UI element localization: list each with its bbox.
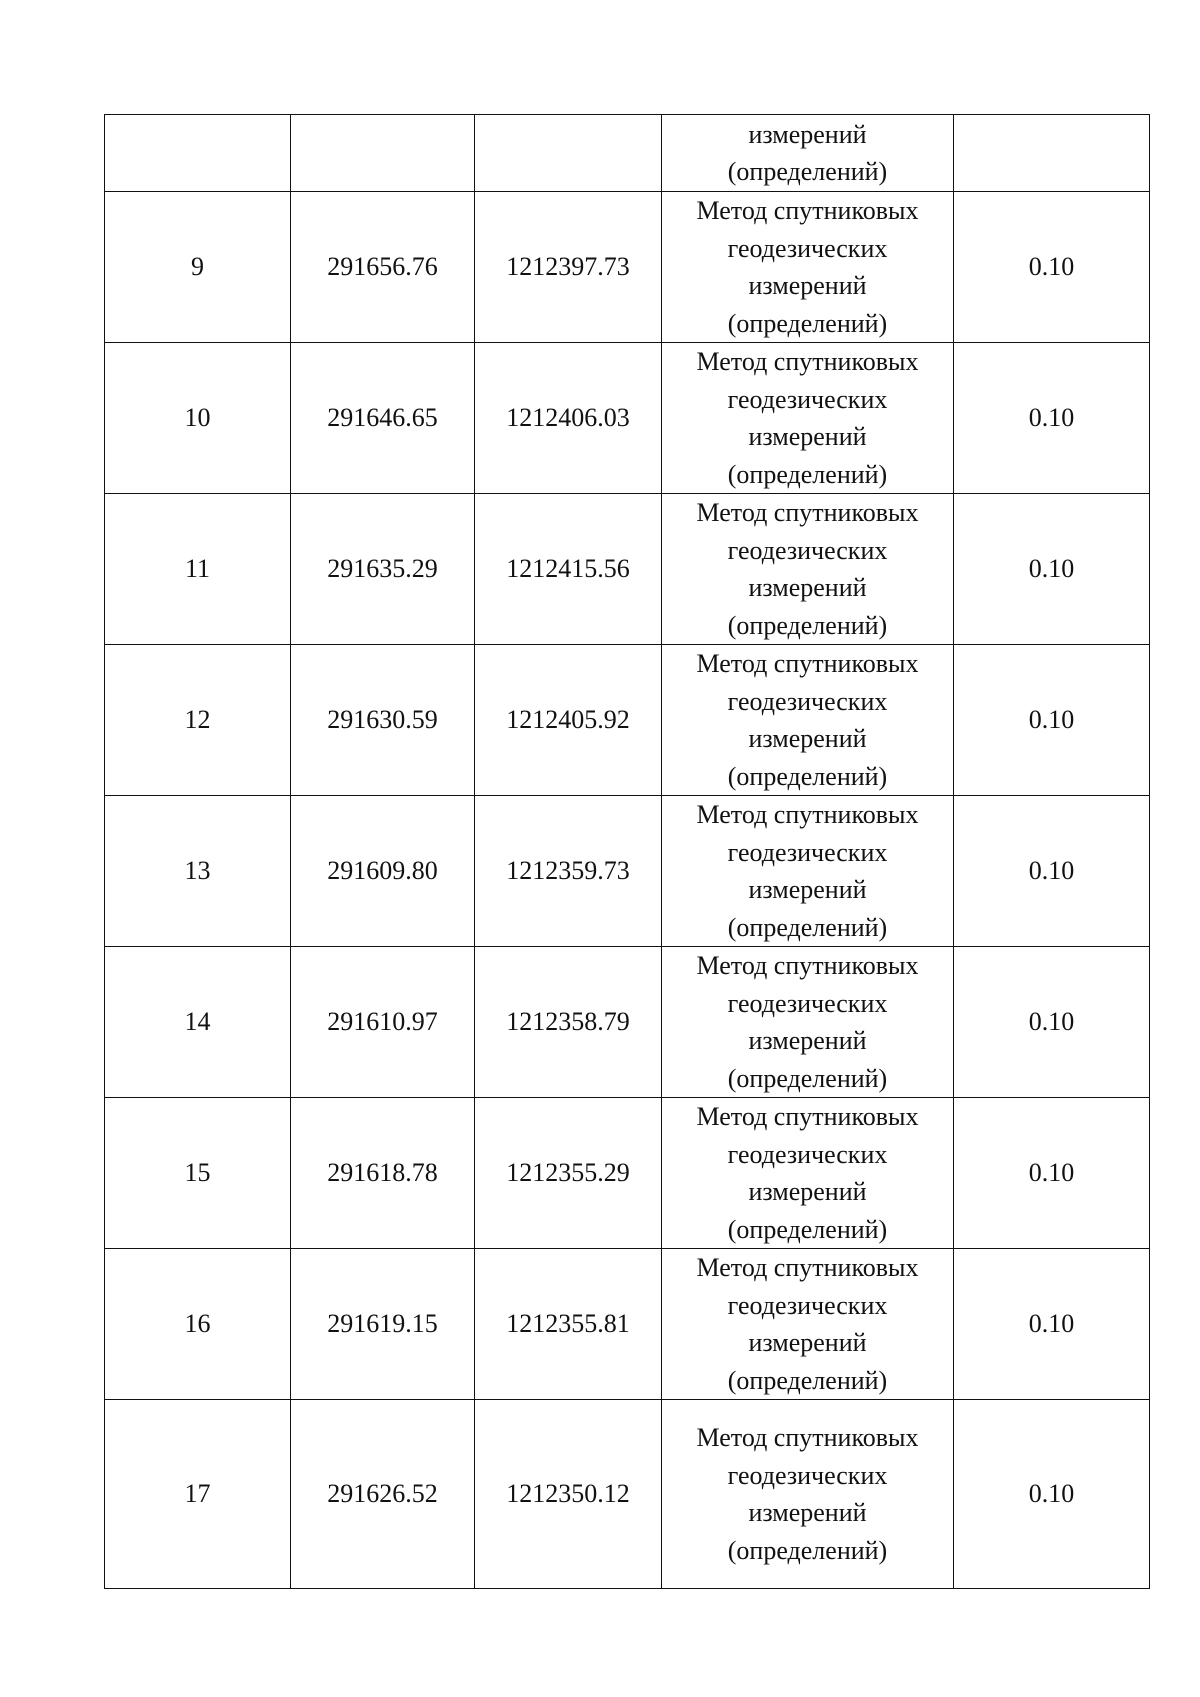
cell-y: 1212355.29: [475, 1098, 662, 1249]
cell-method: [662, 947, 954, 1098]
cell-method: [662, 343, 954, 494]
cell-method-text: Метод спутниковых геодезических измерений (определений): [696, 1423, 919, 1565]
cell-y: 1212405.92: [475, 645, 662, 796]
cell-y: 1212415.56: [475, 494, 662, 645]
cell-method: [662, 192, 954, 343]
cell-method-text: измерений (определений): [727, 119, 888, 186]
cell-accuracy: 0.10: [954, 947, 1150, 1098]
cell-method: [662, 494, 954, 645]
cell-accuracy: 0.10: [954, 494, 1150, 645]
cell-method-text: Метод спутниковых геодезических измерений (определений): [696, 951, 919, 1093]
cell-x: 291618.78: [291, 1098, 475, 1249]
table-row: [105, 1249, 1150, 1400]
cell-method-text: Метод спутниковых геодезических измерений (определений): [696, 800, 919, 942]
table-row: [105, 343, 1150, 494]
table-row: [105, 796, 1150, 947]
cell-number: 14: [105, 947, 291, 1098]
cell-method-text: Метод спутниковых геодезических измерений (определений): [696, 498, 919, 640]
cell-x: 291635.29: [291, 494, 475, 645]
cell-number: 17: [105, 1400, 291, 1589]
cell-x: 291656.76: [291, 192, 475, 343]
cell-accuracy: 0.10: [954, 796, 1150, 947]
cell-method: [662, 1098, 954, 1249]
cell-number: 16: [105, 1249, 291, 1400]
cell-method-text: Метод спутниковых геодезических измерений (определений): [696, 649, 919, 791]
table-row: [105, 645, 1150, 796]
table-row: [105, 1098, 1150, 1249]
cell-number: 15: [105, 1098, 291, 1249]
cell-number: 12: [105, 645, 291, 796]
cell-accuracy: 0.10: [954, 645, 1150, 796]
table-row-continuation: [105, 115, 1150, 192]
cell-method: [662, 1249, 954, 1400]
cell-x: 291630.59: [291, 645, 475, 796]
cell-x: [291, 115, 475, 192]
cell-accuracy: 0.10: [954, 1400, 1150, 1589]
cell-method-text: Метод спутниковых геодезических измерений (определений): [696, 1253, 919, 1395]
cell-number: 9: [105, 192, 291, 343]
table-row: [105, 494, 1150, 645]
cell-method-text: Метод спутниковых геодезических измерений (определений): [696, 347, 919, 489]
cell-method: [662, 115, 954, 192]
cell-method: [662, 645, 954, 796]
cell-number: 10: [105, 343, 291, 494]
cell-number: 13: [105, 796, 291, 947]
cell-number: [105, 115, 291, 192]
cell-y: 1212359.73: [475, 796, 662, 947]
table-row: [105, 1400, 1150, 1589]
cell-method-text: Метод спутниковых геодезических измерений (определений): [696, 1102, 919, 1244]
cell-y: 1212358.79: [475, 947, 662, 1098]
cell-method: [662, 796, 954, 947]
cell-method-text: Метод спутниковых геодезических измерений (определений): [696, 196, 919, 338]
cell-accuracy: 0.10: [954, 1249, 1150, 1400]
cell-y: 1212350.12: [475, 1400, 662, 1589]
cell-accuracy: [954, 115, 1150, 192]
cell-y: 1212397.73: [475, 192, 662, 343]
cell-y: 1212355.81: [475, 1249, 662, 1400]
cell-x: 291626.52: [291, 1400, 475, 1589]
cell-x: 291646.65: [291, 343, 475, 494]
cell-x: 291610.97: [291, 947, 475, 1098]
table-row: [105, 947, 1150, 1098]
cell-x: 291619.15: [291, 1249, 475, 1400]
coordinates-table: [104, 114, 1150, 1589]
cell-y: [475, 115, 662, 192]
cell-y: 1212406.03: [475, 343, 662, 494]
cell-number: 11: [105, 494, 291, 645]
table-row: [105, 192, 1150, 343]
cell-accuracy: 0.10: [954, 1098, 1150, 1249]
cell-method: [662, 1400, 954, 1589]
cell-accuracy: 0.10: [954, 343, 1150, 494]
cell-accuracy: 0.10: [954, 192, 1150, 343]
cell-x: 291609.80: [291, 796, 475, 947]
coordinates-table-body: [105, 115, 1150, 1589]
